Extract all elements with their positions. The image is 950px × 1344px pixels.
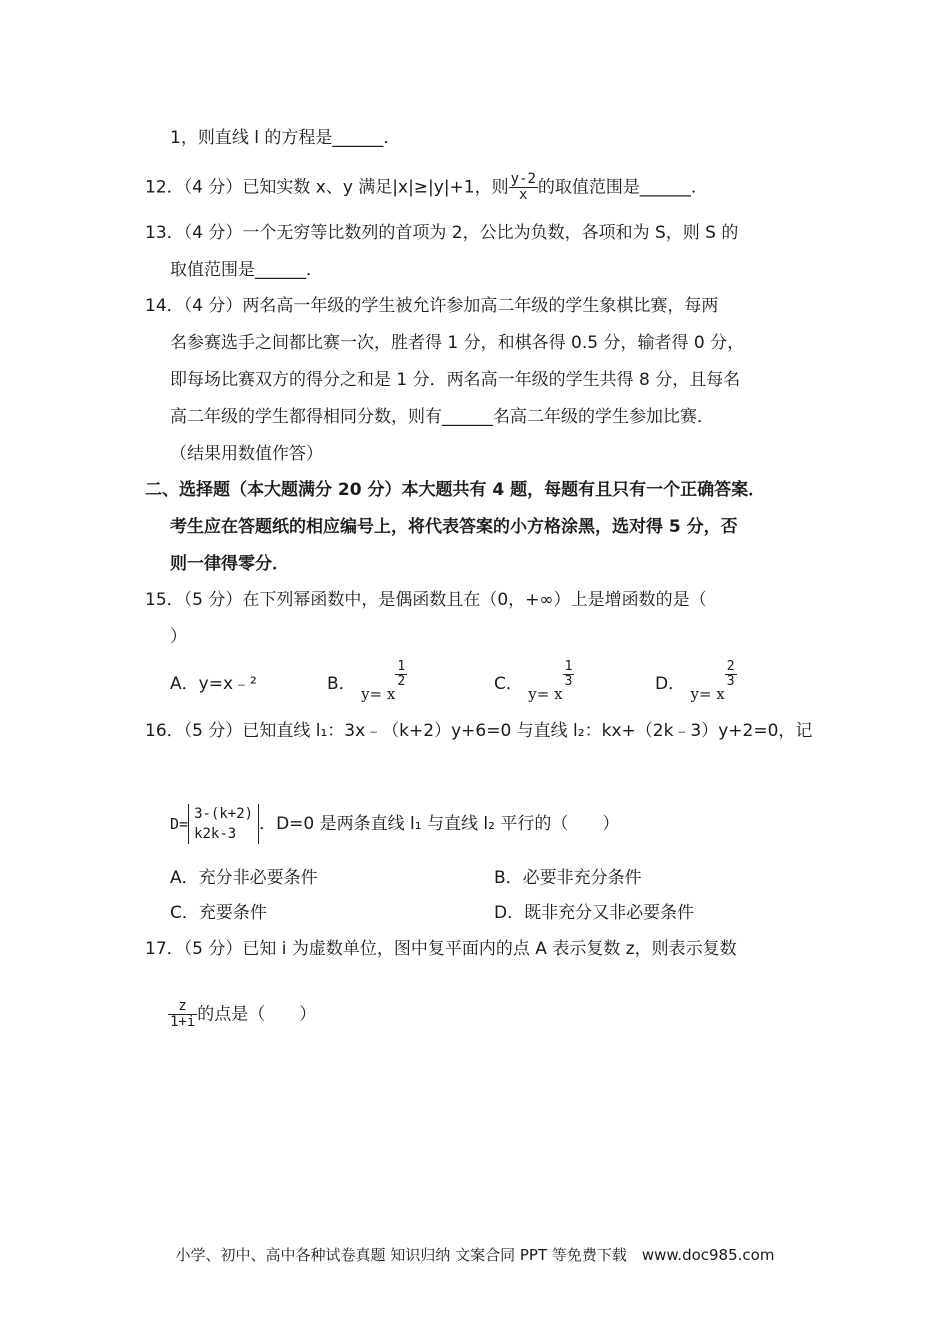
q15-option-b-exp-num: 1 xyxy=(397,659,406,674)
section-2-heading-line1: 二、选择题（本大题满分 20 分）本大题共有 4 题，每题有且只有一个正确答案． xyxy=(145,480,766,500)
page-footer: 小学、初中、高中各种试卷真题 知识归纳 文案合同 PPT 等免费下载 www.doc985.com xyxy=(175,1246,775,1264)
q15-option-d-base: y= x xyxy=(690,685,725,703)
q15-option-b xyxy=(327,659,406,703)
q15-option-c-base: y= x xyxy=(528,685,563,703)
question-16-line2 xyxy=(170,804,619,844)
question-14-line5: （结果用数值作答） xyxy=(170,444,323,464)
q15-option-d xyxy=(655,659,735,703)
q15-option-b-exp-den: 2 xyxy=(397,674,406,689)
question-14-line2: 名参赛选手之间都比赛一次，胜者得 1 分，和棋各得 0.5 分，输者得 0 分， xyxy=(170,333,745,353)
q15-option-d-formula xyxy=(690,659,735,706)
q15-option-c-exp-num: 1 xyxy=(564,659,573,674)
question-17-line2 xyxy=(168,999,316,1030)
question-14-line1: 14．（4 分）两名高一年级的学生被允许参加高二年级的学生象棋比赛，每两 xyxy=(145,296,719,316)
question-13-line1: 13．（4 分）一个无穷等比数列的首项为 2，公比为负数，各项和为 S，则 S 的 xyxy=(145,223,739,243)
q15-option-d-exp-den: 3 xyxy=(726,674,735,689)
question-14-line3: 即每场比赛双方的得分之和是 1 分．两名高一年级的学生共得 8 分，且每名 xyxy=(170,370,741,390)
q12-fraction-denominator: x xyxy=(519,187,528,203)
question-13-line2: 取值范围是______． xyxy=(170,260,323,280)
q15-option-b-formula xyxy=(361,659,406,706)
q12-fraction xyxy=(509,172,538,203)
q17-text: 的点是（ ） xyxy=(197,1004,317,1025)
q15-option-b-exponent xyxy=(395,660,407,689)
q12-text: 12．（4 分）已知实数 x、y 满足|x|≥|y|+1，则 xyxy=(145,177,509,198)
q16-option-d: D．既非充分又非必要条件 xyxy=(494,903,695,923)
question-14-line4: 高二年级的学生都得相同分数，则有______名高二年级的学生参加比赛． xyxy=(170,407,714,427)
q16-option-b: B．必要非充分条件 xyxy=(494,868,642,888)
section-2-heading-line3: 则一律得零分． xyxy=(170,554,289,574)
q15-option-c-label: C． xyxy=(494,674,523,694)
q16-option-a: A．充分非必要条件 xyxy=(170,868,318,888)
q16-option-c: C．充要条件 xyxy=(170,903,267,923)
question-17-line1: 17．（5 分）已知 i 为虚数单位，图中复平面内的点 A 表示复数 z，则表示复数 xyxy=(145,939,737,959)
q16-det-row1: 3-(k+2) xyxy=(194,806,254,822)
question-15-line2: ） xyxy=(170,627,187,647)
q15-option-c xyxy=(494,659,573,703)
q16-determinant xyxy=(188,804,259,844)
q11-continuation: 1，则直线 l 的方程是______． xyxy=(170,128,401,148)
q15-option-d-exponent xyxy=(725,660,737,689)
q15-option-b-label: B． xyxy=(327,674,356,694)
question-15-line1: 15．（5 分）在下列幂函数中，是偶函数且在（0，+∞）上是增函数的是（ xyxy=(145,590,707,610)
q16-text: ．D=0 是两条直线 l₁ 与直线 l₂ 平行的（ ） xyxy=(259,814,620,834)
q15-option-a-label: A． xyxy=(170,674,199,694)
q15-option-c-formula xyxy=(528,659,573,706)
q16-det-row2: k2k-3 xyxy=(194,826,237,842)
q15-option-c-exp-den: 3 xyxy=(564,674,573,689)
q12-text-end: 的取值范围是______． xyxy=(537,177,708,198)
question-12 xyxy=(145,172,708,203)
q12-fraction-numerator: y-2 xyxy=(510,171,536,187)
section-2-heading-line2: 考生应在答题纸的相应编号上，将代表答案的小方格涂黑，选对得 5 分，否 xyxy=(170,517,738,537)
q15-option-c-exponent xyxy=(563,660,575,689)
question-16-line1: 16．（5 分）已知直线 l₁：3x﹣（k+2）y+6=0 与直线 l₂：kx+（2k﹣3）y+2=0，记 xyxy=(145,721,813,741)
q16-det-prefix: D= xyxy=(170,815,189,833)
q17-fraction xyxy=(168,999,197,1030)
q15-option-a-text: y=x﹣² xyxy=(198,674,257,694)
q17-fraction-denominator: 1+i xyxy=(170,1014,196,1030)
q17-fraction-numerator: z xyxy=(168,999,197,1015)
q15-option-d-exp-num: 2 xyxy=(726,659,735,674)
q15-option-d-label: D． xyxy=(655,674,686,694)
q15-option-b-base: y= x xyxy=(361,685,396,703)
q15-option-a xyxy=(170,672,257,696)
